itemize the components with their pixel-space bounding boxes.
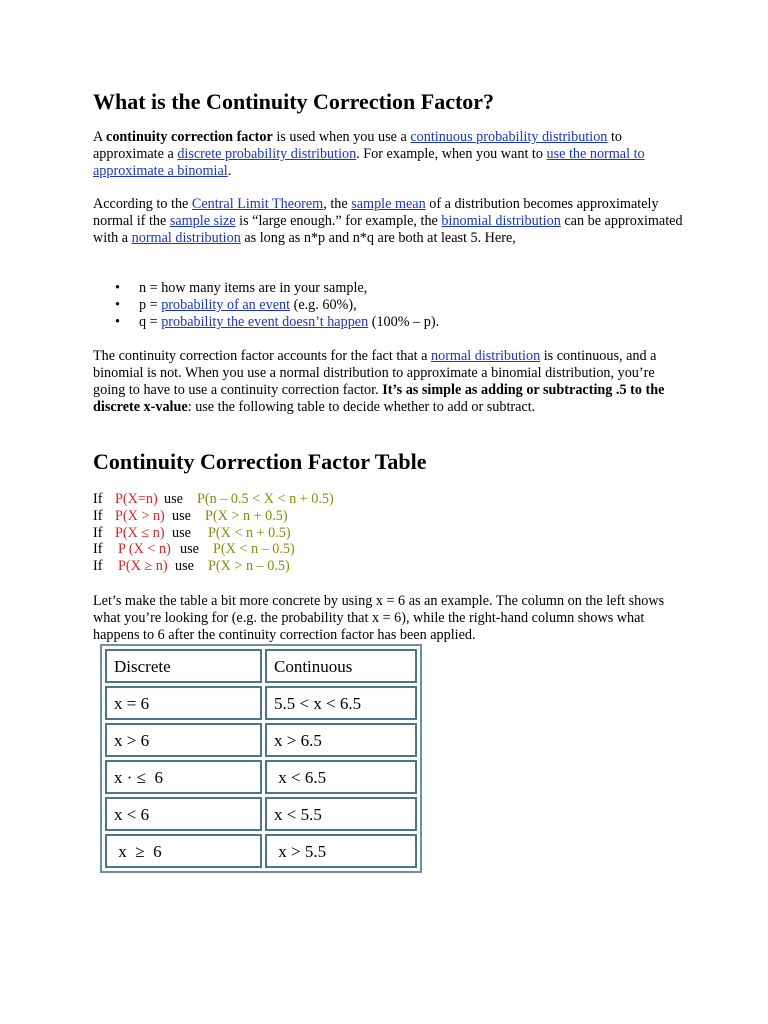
text: is “large enough.” for example, the [235, 213, 442, 229]
cell-continuous: x > 5.5 [265, 834, 417, 868]
rule-if: If [93, 541, 103, 558]
rule-row [93, 491, 493, 508]
list-item [93, 297, 653, 314]
cell-continuous: x < 6.5 [265, 760, 417, 794]
cell-discrete: x ≥ 6 [105, 834, 262, 868]
rule-result: P(X > n + 0.5) [205, 507, 288, 524]
rule-result: P(n – 0.5 < X < n + 0.5) [197, 491, 334, 507]
clt-paragraph [93, 196, 683, 247]
cell-continuous: 5.5 < x < 6.5 [265, 686, 417, 720]
rule-condition: P (X < n) [118, 541, 171, 558]
text: . [227, 163, 232, 179]
text: According to the [93, 196, 192, 212]
table-row [105, 686, 417, 720]
cell-discrete: x = 6 [105, 686, 262, 720]
bold-emphasis: It’s as simple as adding or subtracting .5 to the discrete x-value [93, 382, 665, 415]
rule-use: use [172, 507, 191, 524]
link-central-limit-theorem[interactable]: Central Limit Theorem [191, 196, 324, 212]
text: A [93, 129, 107, 145]
rule-use: use [164, 491, 183, 507]
link-sample-size[interactable]: sample size [169, 213, 236, 229]
table-row [105, 760, 417, 794]
rule-use: use [175, 558, 194, 575]
list-item [93, 314, 653, 331]
text: as long as n*p and n*q are both at least 5. Here, [240, 230, 516, 246]
rule-result: P(X > n – 0.5) [208, 558, 290, 575]
text: (100% – p). [368, 314, 440, 330]
rule-if: If [93, 558, 103, 575]
rule-condition: P(X > n) [115, 507, 165, 524]
bullet-icon: • [115, 280, 120, 296]
explanation-paragraph [93, 348, 683, 416]
rule-result: P(X < n + 0.5) [208, 524, 291, 541]
cell-continuous: x > 6.5 [265, 723, 417, 757]
section-title: Continuity Correction Factor Table [93, 449, 427, 474]
text: can be approximated with a [93, 213, 683, 246]
table-row [105, 797, 417, 831]
cell-continuous: x < 5.5 [265, 797, 417, 831]
rule-row [93, 541, 493, 558]
rule-if: If [93, 524, 103, 541]
link-discrete-probability-distribution[interactable]: discrete probability distribution [177, 146, 357, 162]
rule-row [93, 508, 493, 525]
table-row [105, 834, 417, 868]
bullet-icon: • [115, 297, 120, 313]
correction-rules [93, 491, 493, 575]
text: : use the following table to decide whether to add or subtract. [187, 399, 536, 415]
rule-condition: P(X ≤ n) [115, 524, 165, 541]
text: of a distribution becomes approximately normal if the [93, 196, 659, 229]
rule-result: P(X < n – 0.5) [213, 541, 295, 558]
text: to approximate a [93, 129, 622, 162]
cell-discrete: x · ≤ 6 [105, 760, 262, 794]
link-binomial-distribution[interactable]: binomial distribution [441, 213, 561, 229]
rule-row [93, 525, 493, 542]
definitions-list [93, 280, 653, 331]
link-probability-event-not-happen[interactable]: probability the event doesn’t happen [161, 314, 369, 330]
link-normal-approximate-binomial[interactable]: use the normal to approximate a binomial [93, 146, 645, 179]
text: is continuous, and a binomial is not. When you use a normal distribution to approximate a binomial distribution, you’re going to have to use a continuity correction factor. [93, 348, 657, 398]
link-normal-distribution[interactable]: normal distribution [131, 230, 241, 246]
list-item [93, 280, 653, 297]
header-discrete: Discrete [105, 649, 262, 683]
cell-discrete: x < 6 [105, 797, 262, 831]
text: (e.g. 60%), [290, 297, 357, 313]
rule-use: use [180, 541, 199, 558]
text: . For example, when you want to [356, 146, 547, 162]
rule-if: If [93, 491, 103, 507]
text: , the [323, 196, 352, 212]
link-continuous-probability-distribution[interactable]: continuous probability distribution [410, 129, 608, 145]
example-table [100, 644, 422, 873]
page-title: What is the Continuity Correction Factor? [93, 89, 495, 114]
rule-use: use [172, 524, 191, 541]
text: p = [139, 297, 162, 313]
link-normal-distribution-2[interactable]: normal distribution [431, 348, 541, 364]
link-sample-mean[interactable]: sample mean [351, 196, 426, 212]
intro-paragraph [93, 129, 683, 180]
rule-row [93, 558, 493, 575]
table-header-row [105, 649, 417, 683]
text: n = how many items are in your sample, [139, 280, 368, 296]
header-continuous: Continuous [265, 649, 417, 683]
rule-condition: P(X ≥ n) [118, 558, 168, 575]
text: q = [139, 314, 162, 330]
table-row [105, 723, 417, 757]
cell-discrete: x > 6 [105, 723, 262, 757]
rule-if: If [93, 507, 103, 524]
link-probability-of-event[interactable]: probability of an event [161, 297, 291, 313]
bullet-icon: • [115, 314, 120, 330]
text: The continuity correction factor accounts for the fact that a [93, 348, 431, 364]
example-paragraph: Let’s make the table a bit more concrete by using x = 6 as an example. The column on the left shows what you’re looking for (e.g. the probability that x = 6), while the right-hand column shows what happens to 6 after the continuity correction factor has been applied. [93, 593, 665, 643]
rule-condition: P(X=n) [115, 491, 158, 507]
text: is used when you use a [272, 129, 411, 145]
bold-term: continuity correction factor [106, 129, 273, 145]
